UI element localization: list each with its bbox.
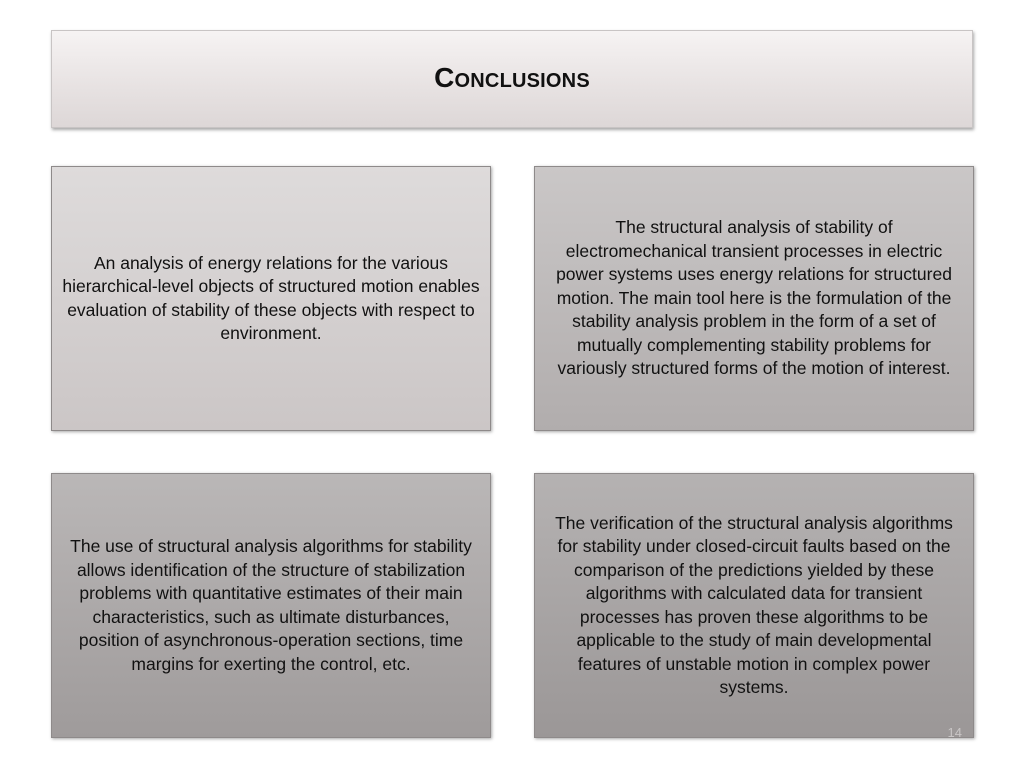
page-number: 14 — [947, 725, 962, 740]
slide-title: Conclusions — [434, 62, 590, 93]
conclusion-text-2: The structural analysis of stability of electromechanical transient processes in electric power systems uses energy relations for structured motion. The main tool here is the formulation of the stability analysis problem in the form of a set of mutually complementing stability problems for variously structured forms of the motion of interest. — [556, 217, 952, 379]
conclusion-text-4: The verification of the structural analysis algorithms for stability under closed-circuit faults based on the comparison of the predictions yielded by these algorithms with calculated data for transient processes has proven these algorithms to be applicable to the study of main developmental features of unstable motion in complex power systems. — [555, 512, 953, 697]
title-banner — [51, 30, 973, 128]
conclusion-card-4 — [534, 473, 974, 738]
conclusion-card-3 — [51, 473, 491, 738]
conclusion-text-3: The use of structural analysis algorithms for stability allows identification of the structure of stabilization problems with quantitative estimates of their main characteristics, such as ultimate disturbances, position of asynchronous-operation sections, time margins for exerting the control, etc. — [70, 536, 472, 674]
conclusion-card-1 — [51, 166, 491, 431]
conclusion-text-1: An analysis of energy relations for the various hierarchical-level objects of structured motion enables evaluation of stability of these objects with respect to environment. — [62, 252, 480, 343]
conclusion-card-2 — [534, 166, 974, 431]
